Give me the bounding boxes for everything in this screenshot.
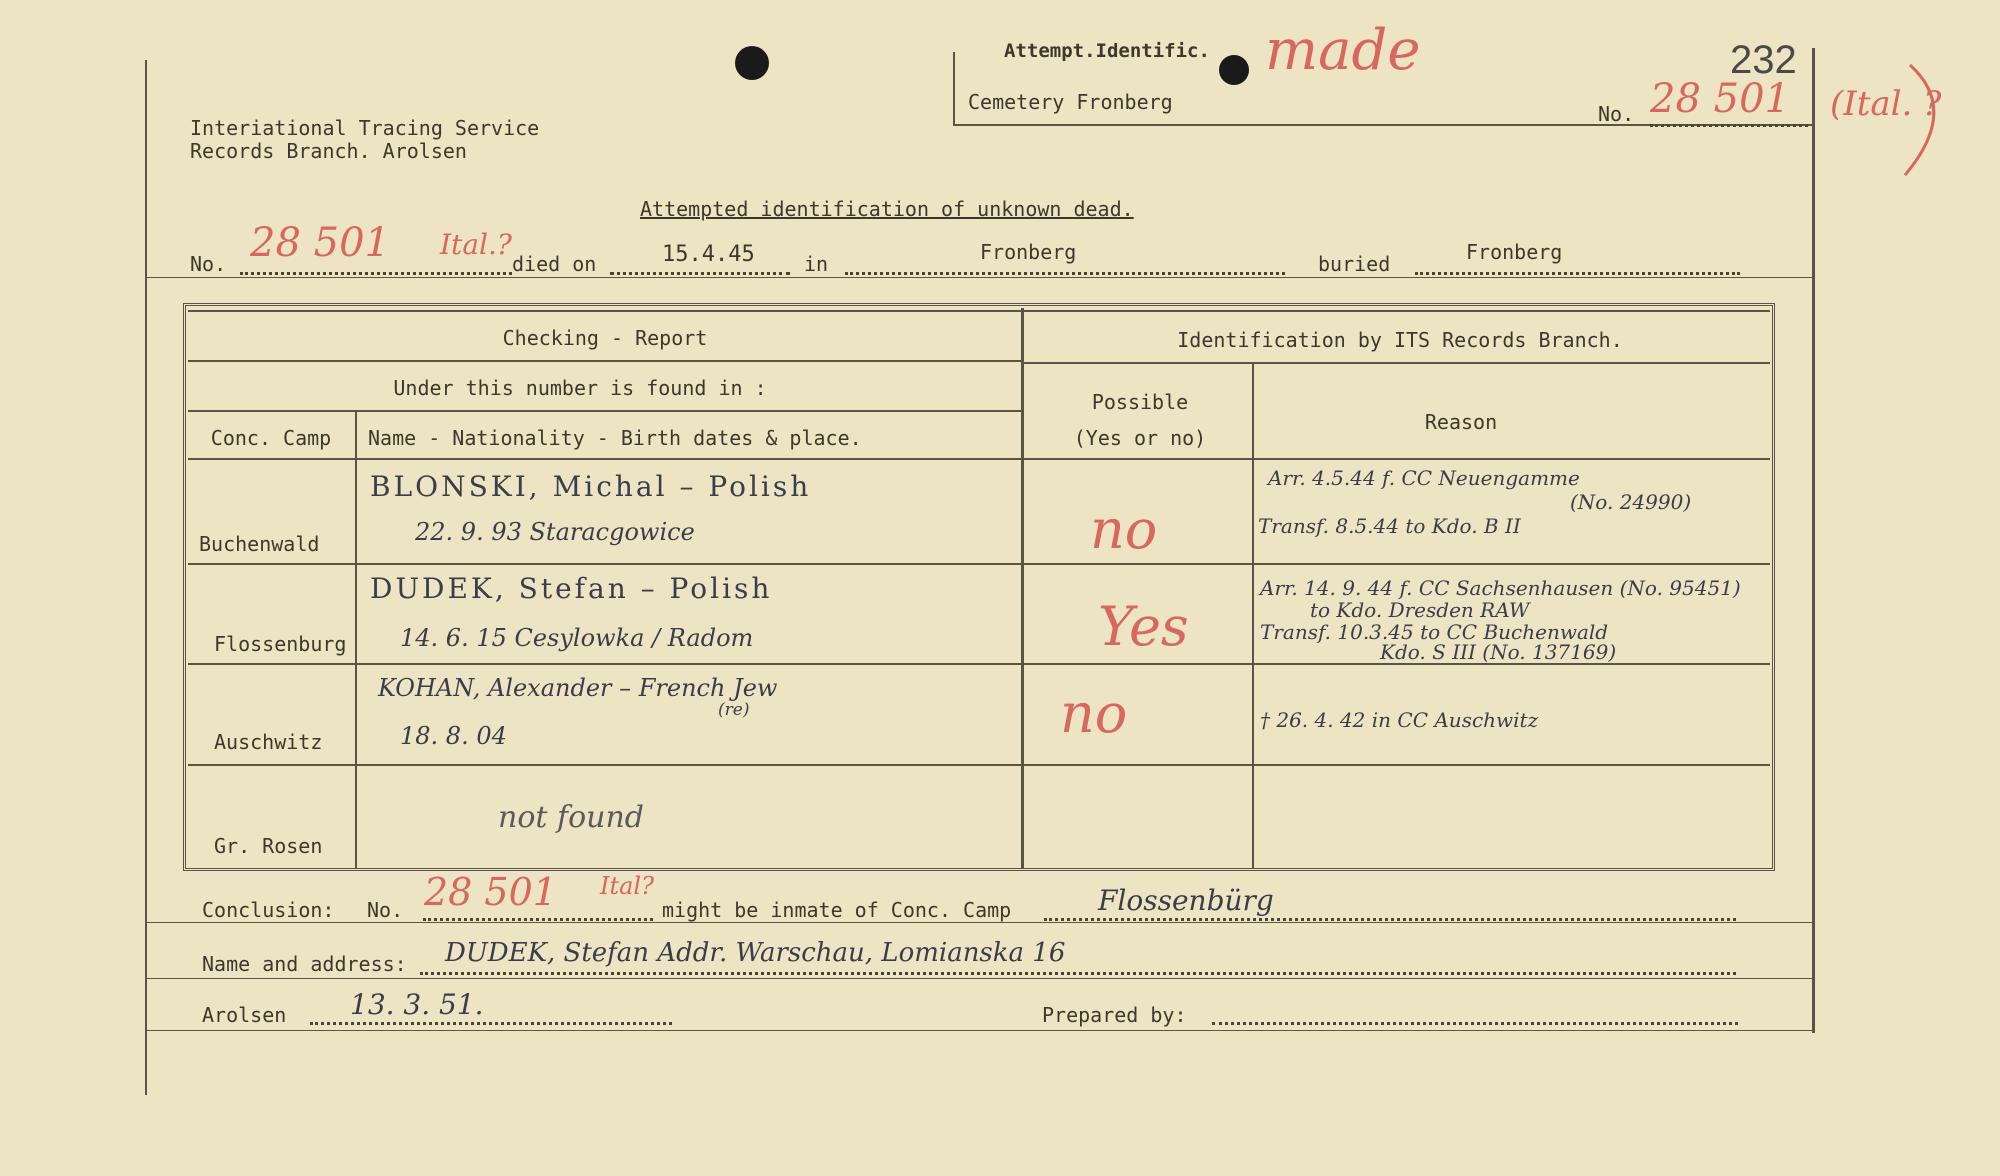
header-no-label: No. <box>1598 102 1635 126</box>
row2-birth: 14. 6. 15 Cesylowka / Radom <box>400 624 754 652</box>
header-box-left <box>953 52 955 126</box>
record-underline <box>145 277 1815 278</box>
row3-birth: 18. 8. 04 <box>400 722 507 750</box>
conclusion-label: Conclusion: <box>202 898 335 922</box>
row1-birth: 22. 9. 93 Staracgowice <box>415 518 695 546</box>
row2-reason-1: Arr. 14. 9. 44 f. CC Sachsenhausen (No. 95451) <box>1260 576 1741 600</box>
left-margin-line <box>145 60 147 1095</box>
conclusion-inmate-text: might be inmate of Conc. Camp <box>662 898 1012 922</box>
col-divider-main <box>1021 308 1024 868</box>
punch-hole-left <box>735 46 769 80</box>
conclusion-no-value: 28 501 <box>424 870 557 914</box>
row2-camp: Flossenburg <box>214 632 347 656</box>
row2-name: DUDEK, Stefan – Polish <box>370 572 773 605</box>
punch-hole-right <box>1219 55 1249 85</box>
in-label: in <box>804 252 829 276</box>
org-line-1: Interiational Tracing Service <box>190 116 540 140</box>
margin-note: (Ital. ? <box>1830 84 1942 124</box>
died-place: Fronberg <box>980 240 1077 264</box>
record-no-note: Ital.? <box>440 228 512 261</box>
row1-reason-2: (No. 24990) <box>1570 490 1692 514</box>
row2-possible: Yes <box>1098 595 1189 658</box>
checking-report-header: Checking - Report <box>502 326 708 350</box>
row1-name: BLONSKI, Michal – Polish <box>370 470 812 503</box>
row1-possible: no <box>1090 498 1158 561</box>
died-date: 15.4.45 <box>662 242 755 267</box>
prepared-label: Prepared by: <box>1042 1003 1187 1027</box>
attempt-label: Attempt.Identific. <box>1004 40 1210 62</box>
conclusion-camp: Flossenbürg <box>1098 884 1274 917</box>
died-label: died on <box>512 252 597 276</box>
row4-camp: Gr. Rosen <box>214 834 323 858</box>
row1-reason-1: Arr. 4.5.44 f. CC Neuengamme <box>1268 466 1580 490</box>
page-number: 232 <box>1730 38 1797 82</box>
buried-label: buried <box>1318 252 1391 276</box>
buried-place: Fronberg <box>1466 240 1563 264</box>
row3-name-note: (re) <box>718 700 750 720</box>
row2-reason-2: to Kdo. Dresden RAW <box>1310 598 1530 622</box>
col-possible-header: Possible <box>1091 390 1189 414</box>
header-no-value: 28 501 <box>1650 76 1790 122</box>
attempt-stamp: made <box>1265 18 1421 83</box>
row3-camp: Auschwitz <box>214 730 323 754</box>
row2-reason-3: Transf. 10.3.45 to CC Buchenwald <box>1260 620 1609 644</box>
col-divider-camp <box>355 412 357 868</box>
col-reason-header: Reason <box>1424 410 1498 434</box>
record-no-label: No. <box>190 252 227 276</box>
arolsen-label: Arolsen <box>202 1003 287 1027</box>
col-possible-sub: (Yes or no) <box>1073 426 1207 450</box>
row1-reason-3: Transf. 8.5.44 to Kdo. B II <box>1258 514 1521 538</box>
conclusion-no-label: No. <box>367 898 404 922</box>
row3-reason-1: † 26. 4. 42 in CC Auschwitz <box>1260 708 1539 732</box>
margin-bracket <box>1880 60 1970 180</box>
row1-camp: Buchenwald <box>199 532 320 556</box>
org-line-2: Records Branch. Arolsen <box>190 139 467 163</box>
arolsen-date: 13. 3. 51. <box>350 988 484 1021</box>
row4-not-found: not found <box>498 800 644 835</box>
row3-name: KOHAN, Alexander – French Jew <box>378 674 778 702</box>
col-name-header: Name - Nationality - Birth dates & place. <box>368 426 862 450</box>
address-value: DUDEK, Stefan Addr. Warschau, Lomianska 16 <box>445 938 1066 968</box>
address-label: Name and address: <box>202 952 407 976</box>
cemetery-label: Cemetery Fronberg <box>968 90 1173 114</box>
identification-header: Identification by ITS Records Branch. <box>1177 328 1623 352</box>
row2-reason-4: Kdo. S III (No. 137169) <box>1380 640 1617 664</box>
col-divider-reason <box>1252 362 1254 868</box>
col-camp-header: Conc. Camp <box>210 426 332 450</box>
conclusion-no-note: Ital? <box>600 872 654 900</box>
record-no-value: 28 501 <box>250 220 390 266</box>
right-margin-line <box>1812 48 1815 1033</box>
row3-possible: no <box>1060 682 1128 745</box>
document-title: Attempted identification of unknown dead. <box>640 197 1134 221</box>
found-in-header: Under this number is found in : <box>393 376 767 400</box>
